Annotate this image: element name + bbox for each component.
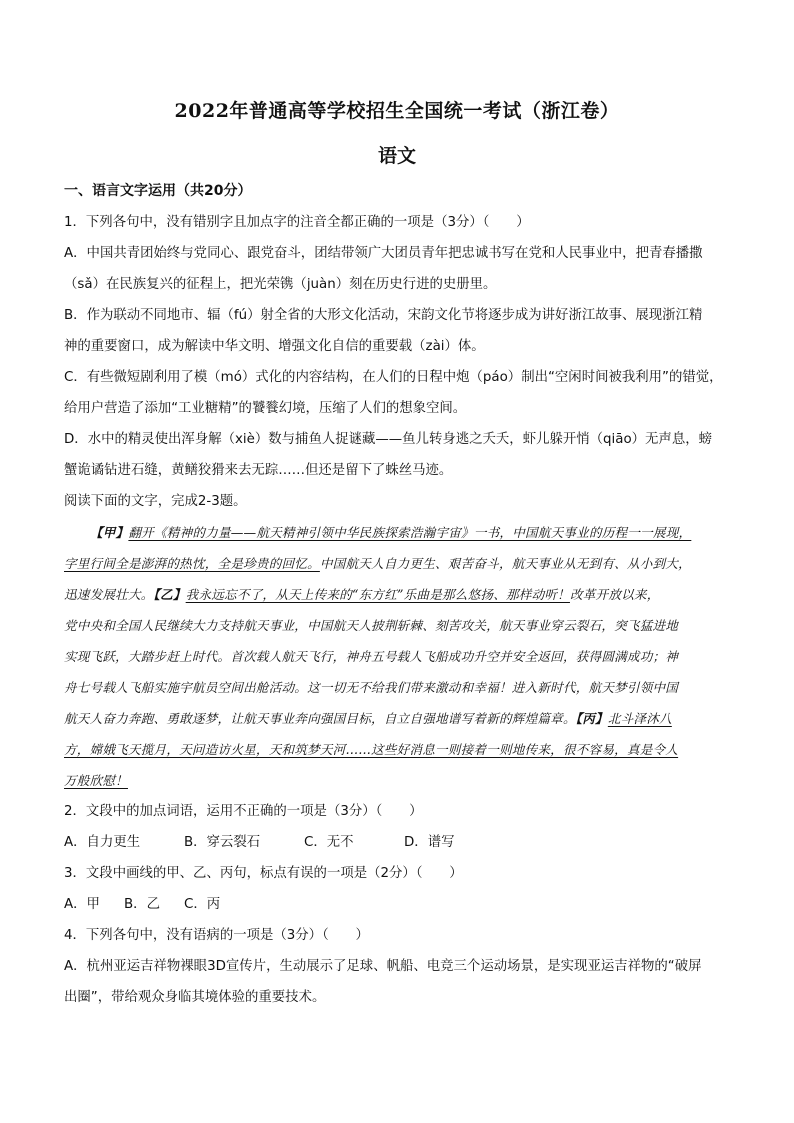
question-3-option-b: B．乙	[124, 897, 160, 912]
question-4-option-a-line1: A．杭州亚运吉祥物裸眼3D宣传片，生动展示了足球、帆船、电竞三个运动场景，是实现亚运吉祥物的“破屏	[64, 959, 702, 974]
question-3-option-a: A．甲	[64, 897, 100, 912]
passage-text-2: 中国航天人自力更生、艰苦奋斗，航天事业从无到有、从小到大，	[319, 556, 691, 571]
question-1-stem: 1．下列各句中，没有错别字且加点字的注音全都正确的一项是（3分）（ ）	[64, 215, 530, 230]
passage-text-3a: 迅速发展壮大。	[64, 587, 154, 602]
question-1-option-a-line1: A．中国共青团始终与党同心、跟党奋斗，团结带领广大团员青年把忠诚书写在党和人民事业中，把青春播撒	[64, 246, 703, 261]
passage-line-2	[64, 548, 740, 579]
passage-underline-bing-1: 北斗泽沐八	[607, 711, 672, 726]
question-3-stem: 3．文段中画线的甲、乙、丙句，标点有误的一项是（2分）（ ）	[64, 866, 463, 881]
passage-line-7	[64, 703, 740, 734]
question-2-options	[64, 827, 740, 858]
question-1-option-a-line2: （sǎ）在民族复兴的征程上，把光荣镌（juàn）刻在历史行进的史册里。	[64, 277, 497, 292]
passage-line-3	[64, 579, 740, 610]
passage-line-6: 舟七号载人飞船实施宇航员空间出舱活动。这一切无不给我们带来激动和幸福！进入新时代，航天梦引领中国	[64, 680, 679, 695]
passage-underline-bing-2: 方，嫦娥飞天揽月，天问造访火星，天和筑梦天河……这些好消息一则接着一则地传来，很不容易，真是令人	[64, 742, 679, 757]
subject-title: 语文	[377, 145, 416, 167]
question-4-stem: 4．下列各句中，没有语病的一项是（3分）（ ）	[64, 928, 369, 943]
exam-title: 2022年普通高等学校招生全国统一考试（浙江卷）	[174, 100, 620, 122]
passage-label-yi: 【乙】	[153, 587, 186, 602]
passage-text-3b: 改革开放以来，	[569, 587, 660, 602]
reading-intro: 阅读下面的文字，完成2-3题。	[64, 494, 247, 509]
question-2-option-a: A．自力更生	[64, 835, 141, 850]
question-1-option-c-line2: 给用户营造了添加“工业糖精”的饕餮幻境，压缩了人们的想象空间。	[64, 401, 467, 416]
passage-label-bing: 【丙】	[575, 711, 608, 726]
passage-text-7a: 航天人奋力奔跑、勇敢逐梦，让航天事业奔向强国目标，自立自强地谱写着新的辉煌篇章。	[64, 711, 576, 726]
question-3-option-c: C．丙	[184, 897, 221, 912]
passage-underline-yi: 我永远忘不了，从天上传来的“东方红”乐曲是那么悠扬、那样动听！	[185, 587, 570, 602]
question-2-option-d: D．谱写	[404, 835, 455, 850]
passage-underline-bing-3: 万般欣慰！	[64, 773, 128, 788]
question-1-option-c-line1: C．有些微短剧利用了模（mó）式化的内容结构，在人们的日程中炮（páo）制出“空闲时间被我利用”的错觉，	[64, 370, 723, 385]
passage-line-9	[64, 765, 740, 796]
passage-line-4: 党中央和全国人民继续大力支持航天事业，中国航天人披荆斩棘、刻苦攻关，航天事业穿云裂石，突飞猛进地	[64, 618, 679, 633]
question-2-option-c: C．无不	[304, 835, 354, 850]
section-heading: 一、语言文字运用（共20分）	[64, 183, 252, 199]
exam-body	[64, 176, 740, 1013]
question-4-option-a-line2: 出圈”，带给观众身临其境体验的重要技术。	[64, 990, 326, 1005]
passage-underline-jia-2: 字里行间全是澎湃的热忱，全是珍贵的回忆。	[64, 556, 320, 571]
question-1-option-b-line1: B．作为联动不同地市、辐（fú）射全省的大形文化活动，宋韵文化节将逐步成为讲好浙江故事、展现浙江精	[64, 308, 703, 323]
question-3-options	[64, 889, 740, 920]
question-1-option-d-line1: D．水中的精灵使出浑身解（xiè）数与捕鱼人捉谜藏——鱼儿转身逃之夭夭，虾儿躲开悄（qiāo）无声息，螃	[64, 432, 712, 447]
passage-underline-jia-1: 翻开《精神的力量——航天精神引领中华民族探索浩瀚宇宙》一书，中国航天事业的历程一一展现，	[128, 525, 692, 540]
question-1-option-d-line2: 蟹诡谲钻进石缝，黄鳝狡猾来去无踪……但还是留下了蛛丝马迹。	[64, 463, 453, 478]
question-1-option-b-line2: 神的重要窗口，成为解读中华文明、增强文化自信的重要载（zài）体。	[64, 339, 485, 354]
passage-line-1	[64, 517, 740, 548]
passage-label-jia: 【甲】	[90, 525, 129, 540]
passage-line-8	[64, 734, 740, 765]
question-2-option-b: B．穿云裂石	[184, 835, 261, 850]
passage-line-5: 实现飞跃，大踏步赶上时代。首次载人航天飞行，神舟五号载人飞船成功升空并安全返回，获得圆满成功；神	[64, 649, 679, 664]
question-2-stem: 2．文段中的加点词语，运用不正确的一项是（3分）（ ）	[64, 804, 423, 819]
